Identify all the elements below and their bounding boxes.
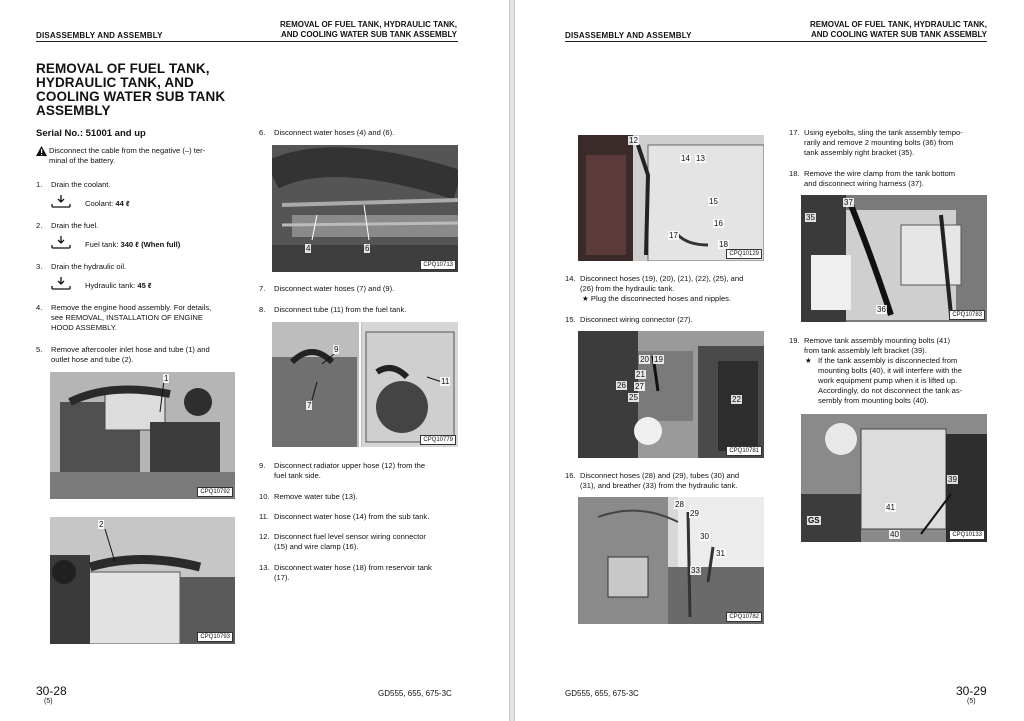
page-number: 30-28 xyxy=(36,684,67,698)
photo-caption: CPQ10783 xyxy=(949,310,985,320)
star-icon: ★ xyxy=(805,356,812,365)
step-17: 17. Using eyebolts, sling the tank assembly tempo- rarily and remove 2 mounting bolts (36) from tank assembly right bracket (35). xyxy=(789,128,963,157)
step-16: 16. Disconnect hoses (28) and (29), tubes (30) and (31), and breather (33) from the hydraulic tank. xyxy=(565,471,740,490)
step-7: 7. Disconnect water hoses (7) and (9). xyxy=(259,284,395,293)
photo-aftercooler-inlet: 1 CPQ10792 xyxy=(50,372,235,499)
page-title: REMOVAL OF FUEL TANK, HYDRAULIC TANK, AND COOLING WATER SUB TANK ASSEMBLY xyxy=(36,61,226,118)
step-18: 18. Remove the wire clamp from the tank bottom and disconnect wiring harness (37). xyxy=(789,169,956,188)
step-11: 11. Disconnect water hose (14) from the sub tank. xyxy=(259,512,430,521)
model-footer: GD555, 655, 675-3C xyxy=(565,689,639,698)
section-header: DISASSEMBLY AND ASSEMBLY xyxy=(36,31,163,40)
step-15: 15. Disconnect wiring connector (27). xyxy=(565,315,693,324)
step-14: 14. Disconnect hoses (19), (20), (21), (22), (25), and (26) from the hydraulic tank. ★ Plug the disconnected hoses and nipples. xyxy=(565,274,744,303)
running-title: REMOVAL OF FUEL TANK, HYDRAULIC TANK, AND COOLING WATER SUB TANK ASSEMBLY xyxy=(809,20,987,39)
step-13: 13. Disconnect water hose (18) from reservoir tank (17). xyxy=(259,563,432,582)
step-4: 4. Remove the engine hood assembly. For details, see REMOVAL, INSTALLATION OF ENGINE HOOD ASSEMBLY. xyxy=(36,303,212,332)
photo-water-hoses-4-6: 4 6 CPQ10713 xyxy=(272,145,458,272)
photo-hydraulic-hoses: 20 19 21 26 27 25 22 CPQ10781 xyxy=(578,331,764,458)
star-icon: ★ xyxy=(582,294,591,303)
step-10: 10. Remove water tube (13). xyxy=(259,492,358,501)
header-rule xyxy=(565,41,987,42)
photo-wiring-harness: 37 35 36 CPQ10783 xyxy=(801,195,987,322)
drain-icon xyxy=(51,236,71,250)
step-2: 2. Drain the fuel. xyxy=(36,221,99,230)
right-page xyxy=(515,0,1024,721)
header-rule xyxy=(36,41,458,42)
photo-mounting-bolts: GS 41 39 40 CPQ10133 xyxy=(801,414,987,542)
running-title: REMOVAL OF FUEL TANK, HYDRAULIC TANK, AND COOLING WATER SUB TANK ASSEMBLY xyxy=(279,20,457,39)
photo-water-hoses-7-9: 9 7 11 CPQ10779 xyxy=(272,322,458,447)
step-8: 8. Disconnect tube (11) from the fuel tank. xyxy=(259,305,407,314)
step-5: 5. Remove aftercooler inlet hose and tube (1) and outlet hose and tube (2). xyxy=(36,345,210,364)
drain-icon xyxy=(51,277,71,291)
photo-caption: CPQ10781 xyxy=(726,446,762,456)
step-3: 3. Drain the hydraulic oil. xyxy=(36,262,127,271)
step-6: 6. Disconnect water hoses (4) and (6). xyxy=(259,128,395,137)
photo-caption: CPQ10793 xyxy=(197,632,233,642)
serial-number: Serial No.: 51001 and up xyxy=(36,128,146,139)
warning-note: Disconnect the cable from the negative (–) ter- minal of the battery. xyxy=(36,146,246,166)
step-12: 12. Disconnect fuel level sensor wiring connector (15) and wire clamp (16). xyxy=(259,532,426,551)
page-revision: (5) xyxy=(967,698,976,705)
photo-caption: CPQ10129 xyxy=(726,249,762,259)
photo-caption: CPQ10779 xyxy=(420,435,456,445)
page-number: 30-29 xyxy=(956,684,987,698)
photo-caption: CPQ10792 xyxy=(197,487,233,497)
photo-caption: CPQ10782 xyxy=(726,612,762,622)
left-page: DISASSEMBLY AND ASSEMBLY REMOVAL OF FUEL TANK, HYDRAULIC TANK, AND COOLING WATER SUB TANK ASSEMBLY REMOVAL OF FUEL TANK, HYDRAULIC TANK, AND COOLING WATER SUB TANK ASSEMBLY Serial No.: 51001 and up Disconnect the cable from the negative (–) ter- minal of the battery. 1. Drain the coolant. Coolant: 44 ℓ 2. Drain the fuel. Fuel tank: 340 ℓ (When full) 3. Drain the hydraulic oil. Hydraulic tank: 45 ℓ 4. Remove the engine hood assembly. For details, see REMOVAL, INSTALLATION OF ENGINE HOOD ASSEMBLY. 5. Remove aftercooler inlet hose and tube (1) and outlet hose and tube (2). 1 CPQ10792 2 CPQ10793 6. Disconnect water hoses (4) and (6). 4 6 CPQ10713 7. Disconnect water hoses (7) and (9). 8. Disconnect tube (11) from the fuel tank. 9 7 11 CPQ10779 9. Disconnect radiator upper hose (12) from the fuel tank side. 10. Remove water tube (13). 11. Disconnect water hose (14) from the sub tank. 12. Disconnect fuel level sensor wiring connector (15) and wire clamp (16). 13. Disconnect water hose (18) from reservoir tank (17). 30-28 (5) GD555, 655, 675-3C xyxy=(0,0,509,721)
page-revision: (5) xyxy=(44,698,53,705)
model-footer: GD555, 655, 675-3C xyxy=(378,689,452,698)
photo-radiator-hose: 12 14 13 15 16 17 18 CPQ10129 xyxy=(578,135,764,261)
step-1: 1. Drain the coolant. xyxy=(36,180,111,189)
warning-icon xyxy=(36,146,47,156)
step-9: 9. Disconnect radiator upper hose (12) from the fuel tank side. xyxy=(259,461,426,480)
photo-caption: CPQ10713 xyxy=(420,260,456,270)
photo-breather: 28 29 30 31 33 CPQ10782 xyxy=(578,497,764,624)
section-header: DISASSEMBLY AND ASSEMBLY xyxy=(565,31,692,40)
step-19: 19. Remove tank assembly mounting bolts (41) from tank assembly left bracket (39). ★ If the tank assembly is disconnected from mounting bolts (40), it will interfere with the work equipment pump when it is lifted up. Accordingly, do not disconnect the tank as- sembly from mounting bolts (40). xyxy=(789,336,963,405)
photo-caption: CPQ10133 xyxy=(949,530,985,540)
photo-aftercooler-outlet: 2 CPQ10793 xyxy=(50,517,235,644)
drain-icon xyxy=(51,195,71,209)
